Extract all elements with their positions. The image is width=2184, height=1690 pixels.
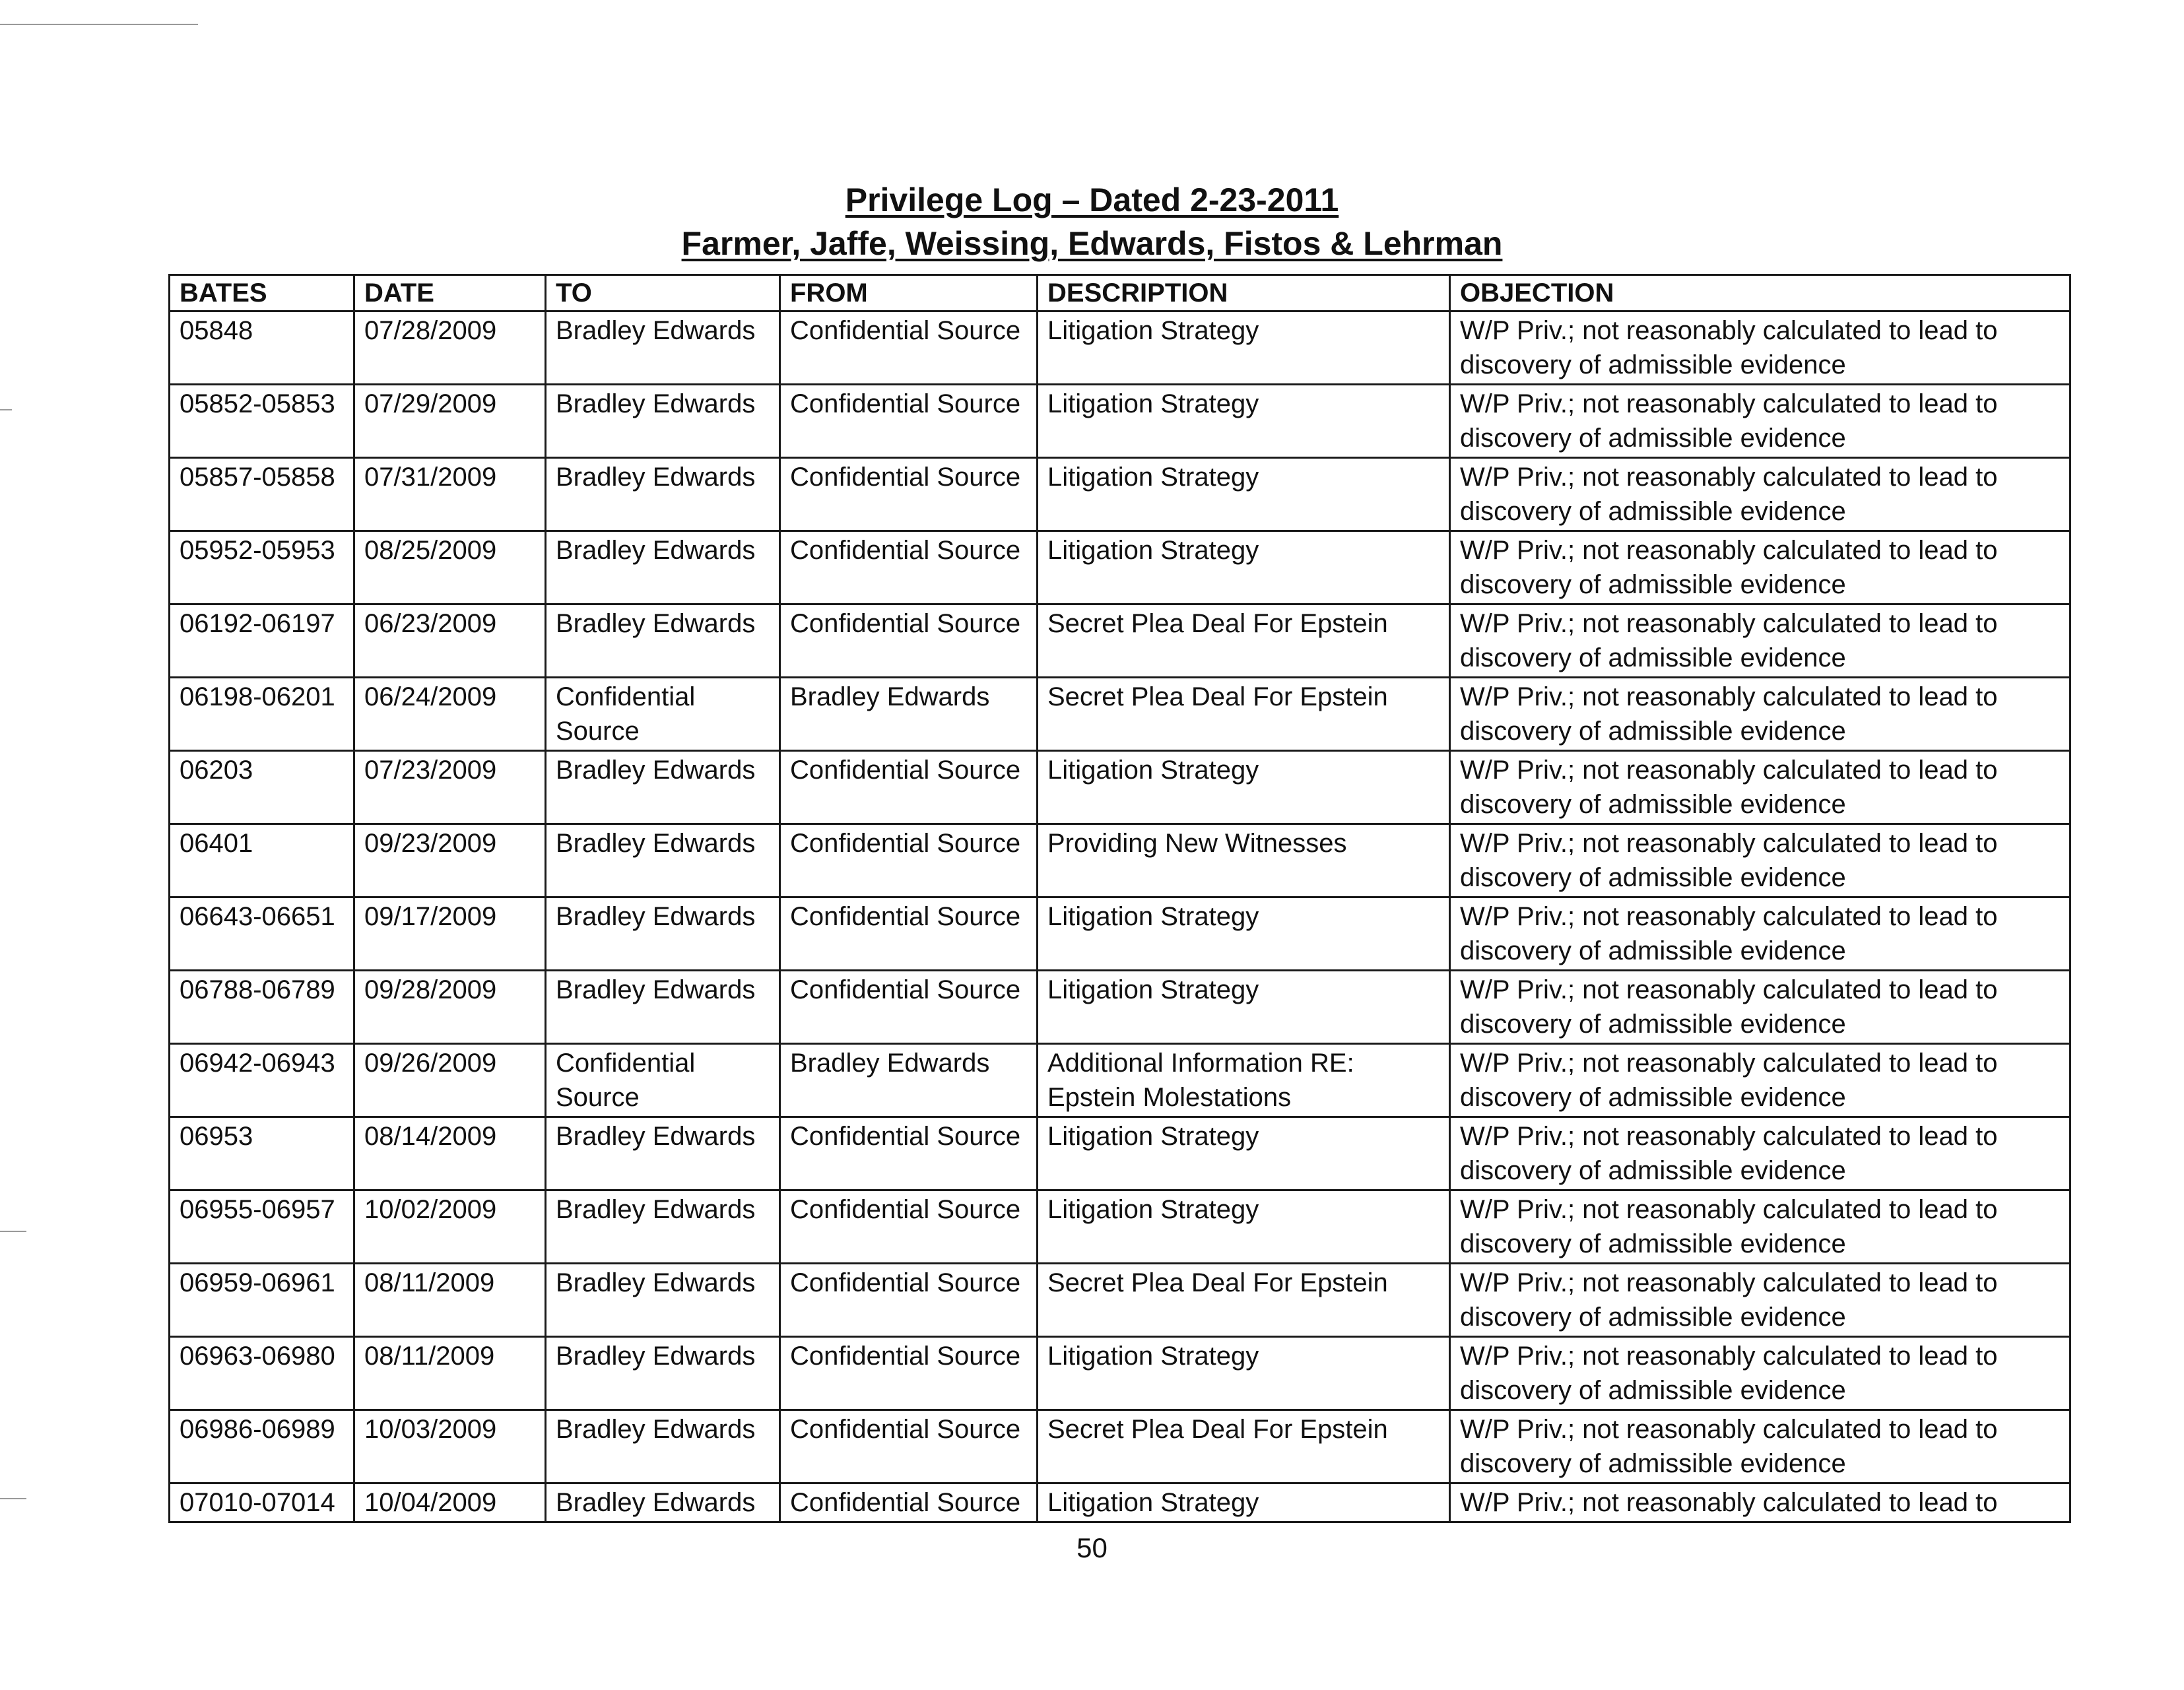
- description-cell: Litigation Strategy: [1038, 385, 1450, 458]
- column-header-description: DESCRIPTION: [1038, 275, 1450, 311]
- date-cell: 09/28/2009: [354, 971, 546, 1044]
- bates-cell: 06401: [170, 824, 354, 897]
- bates-cell: 06959-06961: [170, 1264, 354, 1337]
- to-cell: Bradley Edwards: [546, 1483, 780, 1522]
- bates-cell: 06203: [170, 751, 354, 824]
- bates-cell: 05857-05858: [170, 458, 354, 531]
- to-cell: Bradley Edwards: [546, 751, 780, 824]
- date-cell: 07/23/2009: [354, 751, 546, 824]
- objection-cell: W/P Priv.; not reasonably calculated to lead to discovery of admissible evidence: [1450, 1337, 2070, 1410]
- description-cell: Secret Plea Deal For Epstein: [1038, 678, 1450, 751]
- column-header-objection: OBJECTION: [1450, 275, 2070, 311]
- to-cell: Confidential Source: [546, 678, 780, 751]
- bates-cell: 06963-06980: [170, 1337, 354, 1410]
- date-cell: 06/23/2009: [354, 604, 546, 678]
- table-row: [170, 385, 2070, 458]
- to-cell: Bradley Edwards: [546, 897, 780, 971]
- table-row: [170, 824, 2070, 897]
- from-cell: Confidential Source: [780, 385, 1038, 458]
- table-row: [170, 1117, 2070, 1190]
- table-body: [170, 311, 2070, 1522]
- description-cell: Litigation Strategy: [1038, 311, 1450, 385]
- table-header-row: [170, 275, 2070, 311]
- date-cell: 07/29/2009: [354, 385, 546, 458]
- bates-cell: 06643-06651: [170, 897, 354, 971]
- date-cell: 08/25/2009: [354, 531, 546, 604]
- objection-cell: W/P Priv.; not reasonably calculated to lead to discovery of admissible evidence: [1450, 971, 2070, 1044]
- from-cell: Confidential Source: [780, 1264, 1038, 1337]
- objection-cell: W/P Priv.; not reasonably calculated to lead to discovery of admissible evidence: [1450, 1044, 2070, 1117]
- table-row: [170, 458, 2070, 531]
- to-cell: Bradley Edwards: [546, 1337, 780, 1410]
- to-cell: Bradley Edwards: [546, 1190, 780, 1264]
- column-header-to: TO: [546, 275, 780, 311]
- document-header: [0, 178, 2184, 265]
- date-cell: 10/02/2009: [354, 1190, 546, 1264]
- objection-cell: W/P Priv.; not reasonably calculated to lead to discovery of admissible evidence: [1450, 458, 2070, 531]
- column-header-bates: BATES: [170, 275, 354, 311]
- date-cell: 07/28/2009: [354, 311, 546, 385]
- bates-cell: 06788-06789: [170, 971, 354, 1044]
- table-row: [170, 678, 2070, 751]
- from-cell: Confidential Source: [780, 897, 1038, 971]
- bates-cell: 05848: [170, 311, 354, 385]
- from-cell: Confidential Source: [780, 1483, 1038, 1522]
- to-cell: Bradley Edwards: [546, 1410, 780, 1483]
- from-cell: Bradley Edwards: [780, 678, 1038, 751]
- objection-cell: W/P Priv.; not reasonably calculated to lead to discovery of admissible evidence: [1450, 604, 2070, 678]
- description-cell: Litigation Strategy: [1038, 971, 1450, 1044]
- from-cell: Confidential Source: [780, 751, 1038, 824]
- to-cell: Bradley Edwards: [546, 604, 780, 678]
- from-cell: Confidential Source: [780, 458, 1038, 531]
- from-cell: Confidential Source: [780, 604, 1038, 678]
- table-row: [170, 1044, 2070, 1117]
- bates-cell: 06942-06943: [170, 1044, 354, 1117]
- bates-cell: 06953: [170, 1117, 354, 1190]
- description-cell: Additional Information RE: Epstein Molestations: [1038, 1044, 1450, 1117]
- table-row: [170, 971, 2070, 1044]
- objection-cell: W/P Priv.; not reasonably calculated to lead to discovery of admissible evidence: [1450, 385, 2070, 458]
- objection-cell: W/P Priv.; not reasonably calculated to lead to discovery of admissible evidence: [1450, 824, 2070, 897]
- scan-artifact: [0, 1498, 26, 1499]
- table-row: [170, 1410, 2070, 1483]
- to-cell: Bradley Edwards: [546, 531, 780, 604]
- page-number: 50: [1076, 1532, 1108, 1563]
- to-cell: Confidential Source: [546, 1044, 780, 1117]
- from-cell: Confidential Source: [780, 1117, 1038, 1190]
- scan-artifact: [0, 24, 198, 25]
- table-row: [170, 1337, 2070, 1410]
- from-cell: Confidential Source: [780, 531, 1038, 604]
- date-cell: 09/17/2009: [354, 897, 546, 971]
- scan-artifact: [0, 409, 12, 410]
- objection-cell: W/P Priv.; not reasonably calculated to lead to discovery of admissible evidence: [1450, 751, 2070, 824]
- from-cell: Confidential Source: [780, 971, 1038, 1044]
- description-cell: Secret Plea Deal For Epstein: [1038, 1410, 1450, 1483]
- bates-cell: 06986-06989: [170, 1410, 354, 1483]
- objection-cell: W/P Priv.; not reasonably calculated to lead to discovery of admissible evidence: [1450, 1264, 2070, 1337]
- table-row: [170, 311, 2070, 385]
- document-title: Privilege Log – Dated 2-23-2011: [845, 181, 1339, 218]
- date-cell: 09/26/2009: [354, 1044, 546, 1117]
- description-cell: Secret Plea Deal For Epstein: [1038, 604, 1450, 678]
- to-cell: Bradley Edwards: [546, 1117, 780, 1190]
- objection-cell: W/P Priv.; not reasonably calculated to lead to discovery of admissible evidence: [1450, 1410, 2070, 1483]
- objection-cell: W/P Priv.; not reasonably calculated to lead to discovery of admissible evidence: [1450, 1190, 2070, 1264]
- table-row: [170, 897, 2070, 971]
- to-cell: Bradley Edwards: [546, 385, 780, 458]
- scan-artifact: [0, 1231, 26, 1232]
- description-cell: Secret Plea Deal For Epstein: [1038, 1264, 1450, 1337]
- to-cell: Bradley Edwards: [546, 458, 780, 531]
- bates-cell: 06955-06957: [170, 1190, 354, 1264]
- bates-cell: 06192-06197: [170, 604, 354, 678]
- table-row: [170, 1483, 2070, 1522]
- bates-cell: 05952-05953: [170, 531, 354, 604]
- to-cell: Bradley Edwards: [546, 1264, 780, 1337]
- date-cell: 10/03/2009: [354, 1410, 546, 1483]
- table-row: [170, 531, 2070, 604]
- date-cell: 09/23/2009: [354, 824, 546, 897]
- table-row: [170, 604, 2070, 678]
- objection-cell: W/P Priv.; not reasonably calculated to lead to discovery of admissible evidence: [1450, 1117, 2070, 1190]
- description-cell: Providing New Witnesses: [1038, 824, 1450, 897]
- from-cell: Confidential Source: [780, 1190, 1038, 1264]
- description-cell: Litigation Strategy: [1038, 1337, 1450, 1410]
- from-cell: Confidential Source: [780, 1337, 1038, 1410]
- date-cell: 08/11/2009: [354, 1264, 546, 1337]
- objection-cell: W/P Priv.; not reasonably calculated to lead to: [1450, 1483, 2070, 1522]
- bates-cell: 06198-06201: [170, 678, 354, 751]
- bates-cell: 07010-07014: [170, 1483, 354, 1522]
- to-cell: Bradley Edwards: [546, 311, 780, 385]
- description-cell: Litigation Strategy: [1038, 897, 1450, 971]
- bates-cell: 05852-05853: [170, 385, 354, 458]
- description-cell: Litigation Strategy: [1038, 531, 1450, 604]
- from-cell: Confidential Source: [780, 824, 1038, 897]
- from-cell: Bradley Edwards: [780, 1044, 1038, 1117]
- date-cell: 08/11/2009: [354, 1337, 546, 1410]
- to-cell: Bradley Edwards: [546, 824, 780, 897]
- date-cell: 06/24/2009: [354, 678, 546, 751]
- objection-cell: W/P Priv.; not reasonably calculated to lead to discovery of admissible evidence: [1450, 678, 2070, 751]
- from-cell: Confidential Source: [780, 311, 1038, 385]
- document-subtitle: Farmer, Jaffe, Weissing, Edwards, Fistos & Lehrman: [681, 225, 1503, 262]
- date-cell: 07/31/2009: [354, 458, 546, 531]
- description-cell: Litigation Strategy: [1038, 751, 1450, 824]
- table-row: [170, 1264, 2070, 1337]
- table-row: [170, 751, 2070, 824]
- description-cell: Litigation Strategy: [1038, 1190, 1450, 1264]
- column-header-date: DATE: [354, 275, 546, 311]
- description-cell: Litigation Strategy: [1038, 1483, 1450, 1522]
- table-row: [170, 1190, 2070, 1264]
- from-cell: Confidential Source: [780, 1410, 1038, 1483]
- objection-cell: W/P Priv.; not reasonably calculated to lead to discovery of admissible evidence: [1450, 897, 2070, 971]
- objection-cell: W/P Priv.; not reasonably calculated to lead to discovery of admissible evidence: [1450, 311, 2070, 385]
- privilege-log-table: [168, 274, 2071, 1523]
- column-header-from: FROM: [780, 275, 1038, 311]
- to-cell: Bradley Edwards: [546, 971, 780, 1044]
- date-cell: 08/14/2009: [354, 1117, 546, 1190]
- objection-cell: W/P Priv.; not reasonably calculated to lead to discovery of admissible evidence: [1450, 531, 2070, 604]
- description-cell: Litigation Strategy: [1038, 458, 1450, 531]
- description-cell: Litigation Strategy: [1038, 1117, 1450, 1190]
- date-cell: 10/04/2009: [354, 1483, 546, 1522]
